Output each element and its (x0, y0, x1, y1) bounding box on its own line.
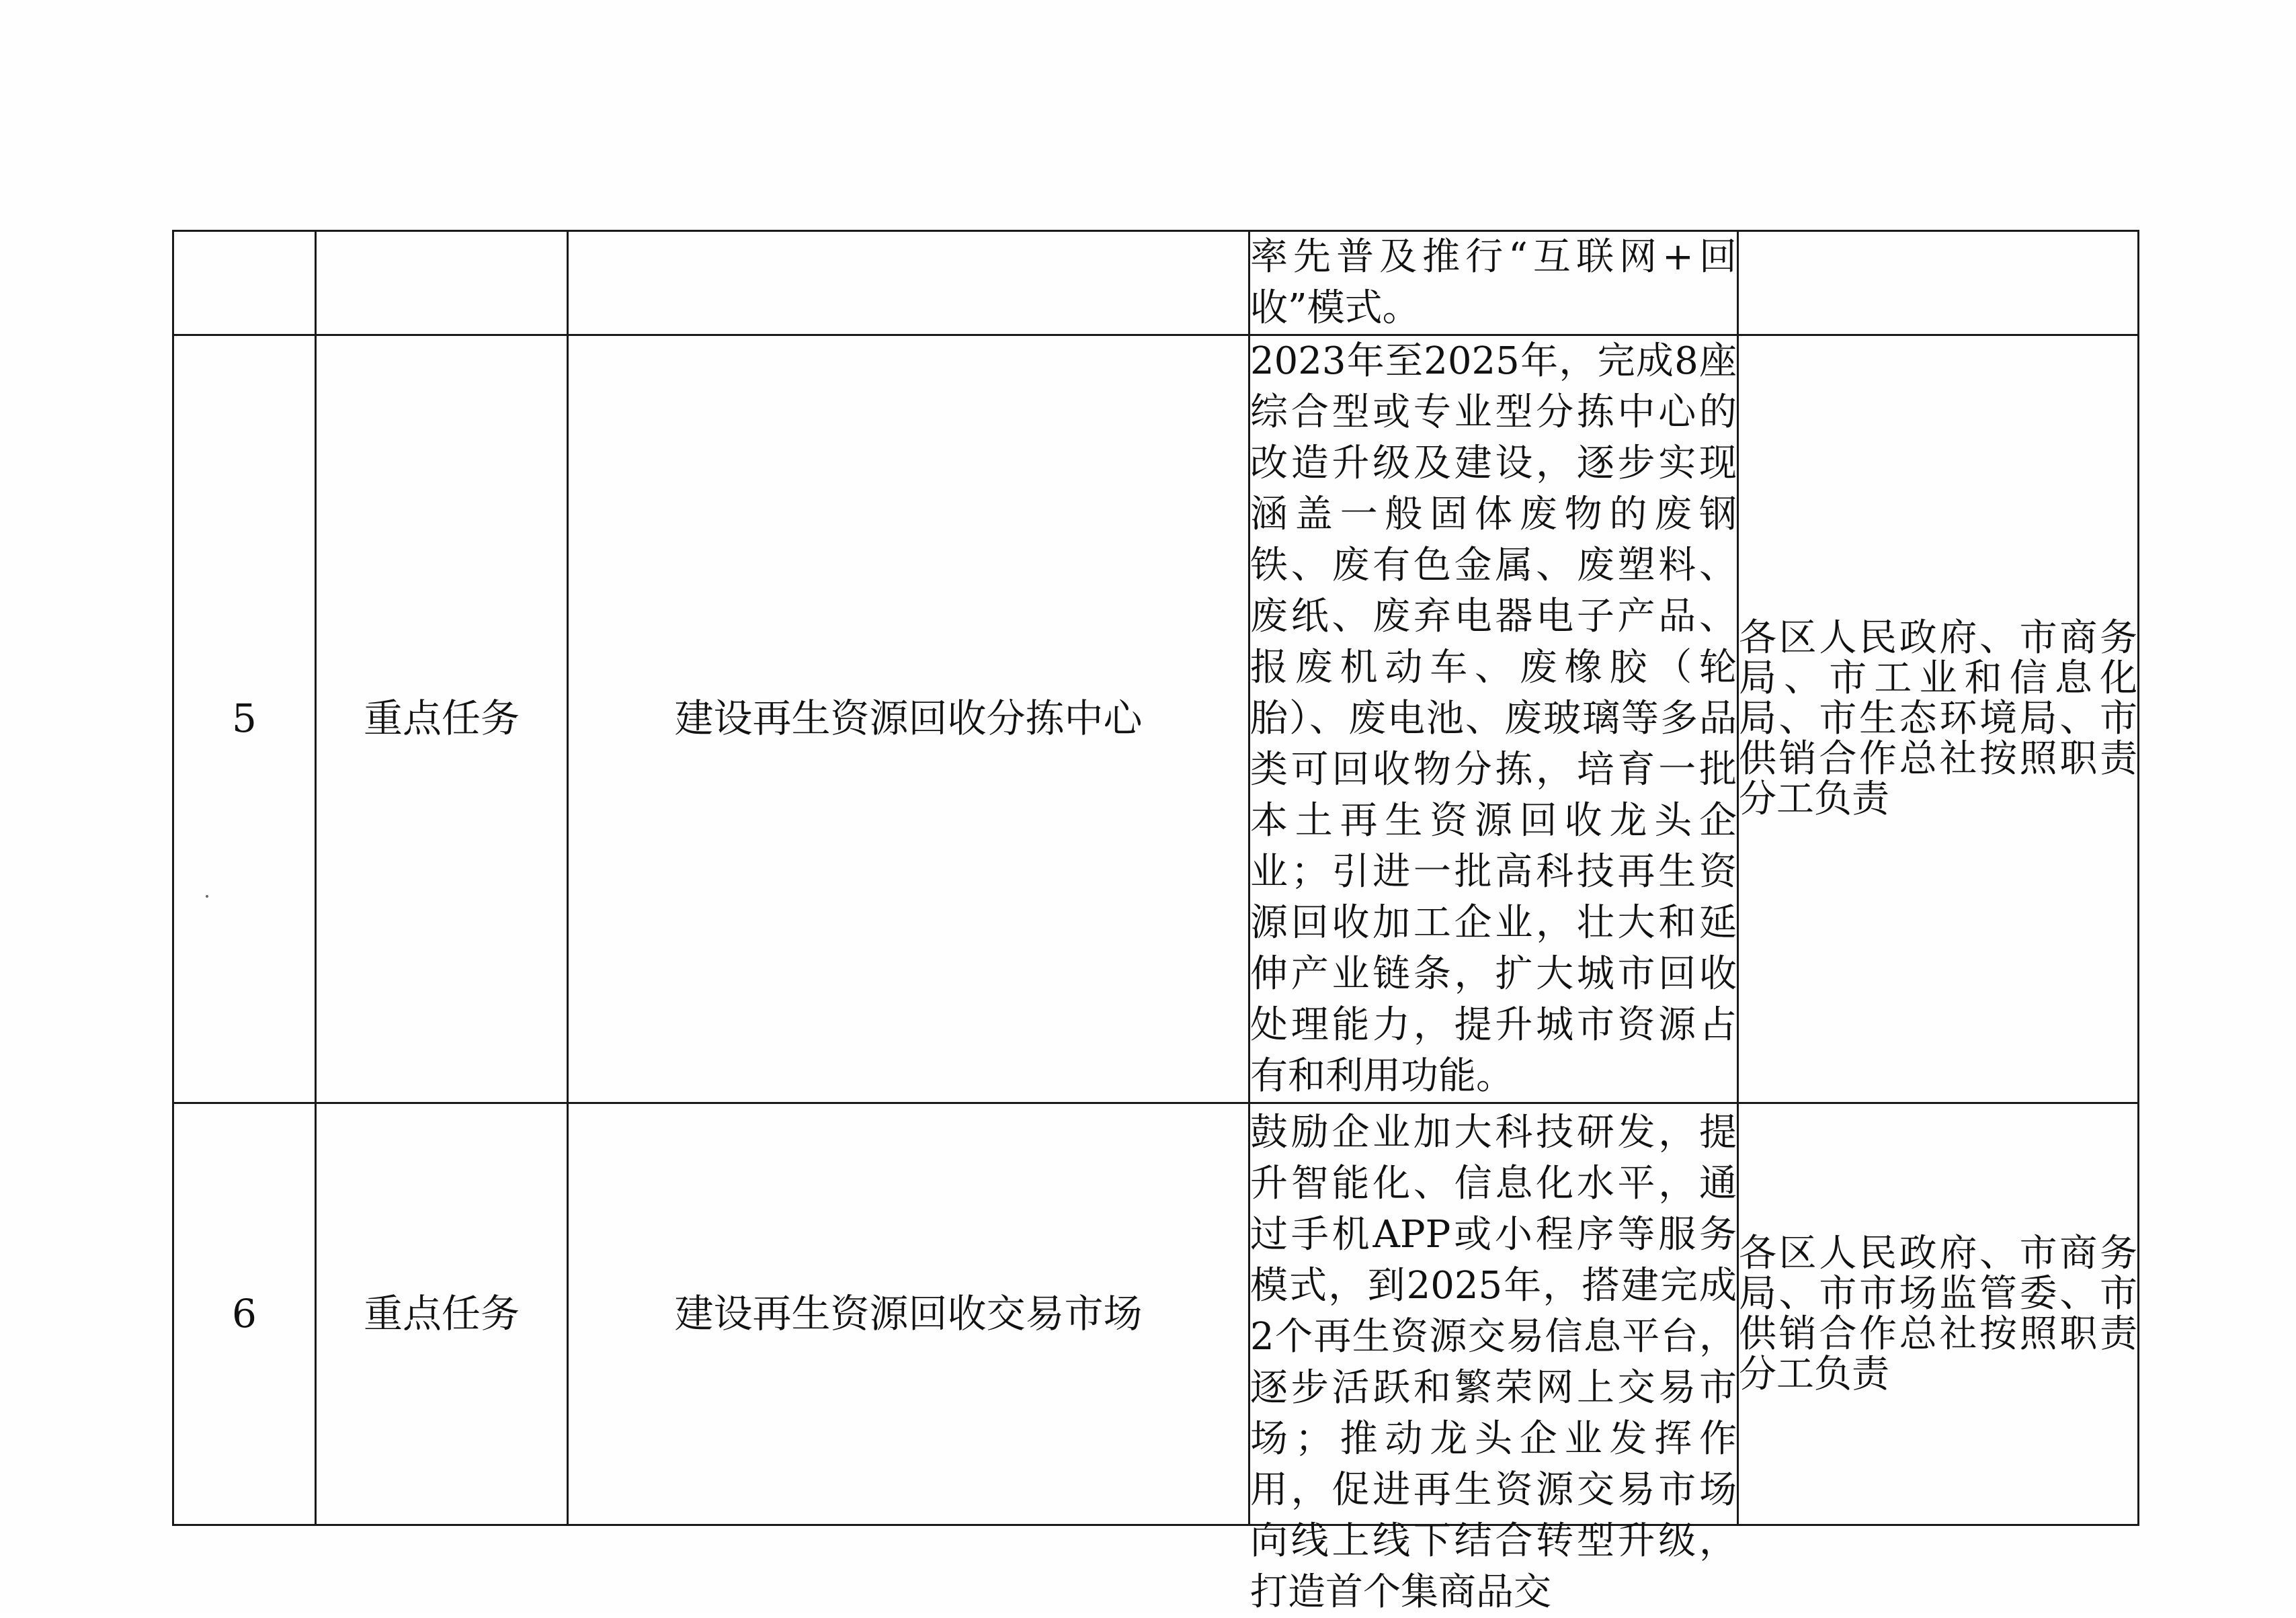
scan-speck (206, 895, 208, 898)
owner-cell: 各区人民政府、市商务局、市市场监管委、市供销合作总社按照职责分工负责 (1738, 1103, 2139, 1525)
category-cell (316, 231, 568, 335)
number-cell (173, 231, 316, 335)
table-row-continuation (173, 231, 2139, 335)
number-cell: 5 (173, 335, 316, 1103)
category-cell: 重点任务 (316, 335, 568, 1103)
content-cell: 率先普及推行“互联网+回收”模式。 (1249, 231, 1738, 335)
number-cell: 6 (173, 1103, 316, 1525)
content-cell: 2023年至2025年，完成8座综合型或专业型分拣中心的改造升级及建设，逐步实现涵盖一般固体废物的废钢铁、废有色金属、废塑料、废纸、废弃电器电子产品、报废机动车、废橡胶（轮胎）、废电池、废玻璃等多品类可回收物分拣，培育一批本土再生资源回收龙头企业；引进一批高科技再生资源回收加工企业，壮大和延伸产业链条，扩大城市回收处理能力，提升城市资源占有和利用功能。 (1249, 335, 1738, 1103)
category-cell: 重点任务 (316, 1103, 568, 1525)
table-row-5 (173, 335, 2139, 1103)
task-cell: 建设再生资源回收交易市场 (568, 1103, 1249, 1525)
owner-cell: 各区人民政府、市商务局、市工业和信息化局、市生态环境局、市供销合作总社按照职责分工负责 (1738, 335, 2139, 1103)
task-table (172, 230, 2139, 1614)
table-row-6 (173, 1103, 2139, 1525)
content-cell: 鼓励企业加大科技研发，提升智能化、信息化水平，通过手机APP或小程序等服务模式，到2025年，搭建完成2个再生资源交易信息平台，逐步活跃和繁荣网上交易市场；推动龙头企业发挥作用，促进再生资源交易市场向线上线下结合转型升级，打造首个集商品交 (1250, 1110, 1737, 1614)
owner-cell (1738, 231, 2139, 335)
task-cell (568, 231, 1249, 335)
content-cell-wrapper (1249, 1103, 1738, 1614)
task-cell: 建设再生资源回收分拣中心 (568, 335, 1249, 1103)
